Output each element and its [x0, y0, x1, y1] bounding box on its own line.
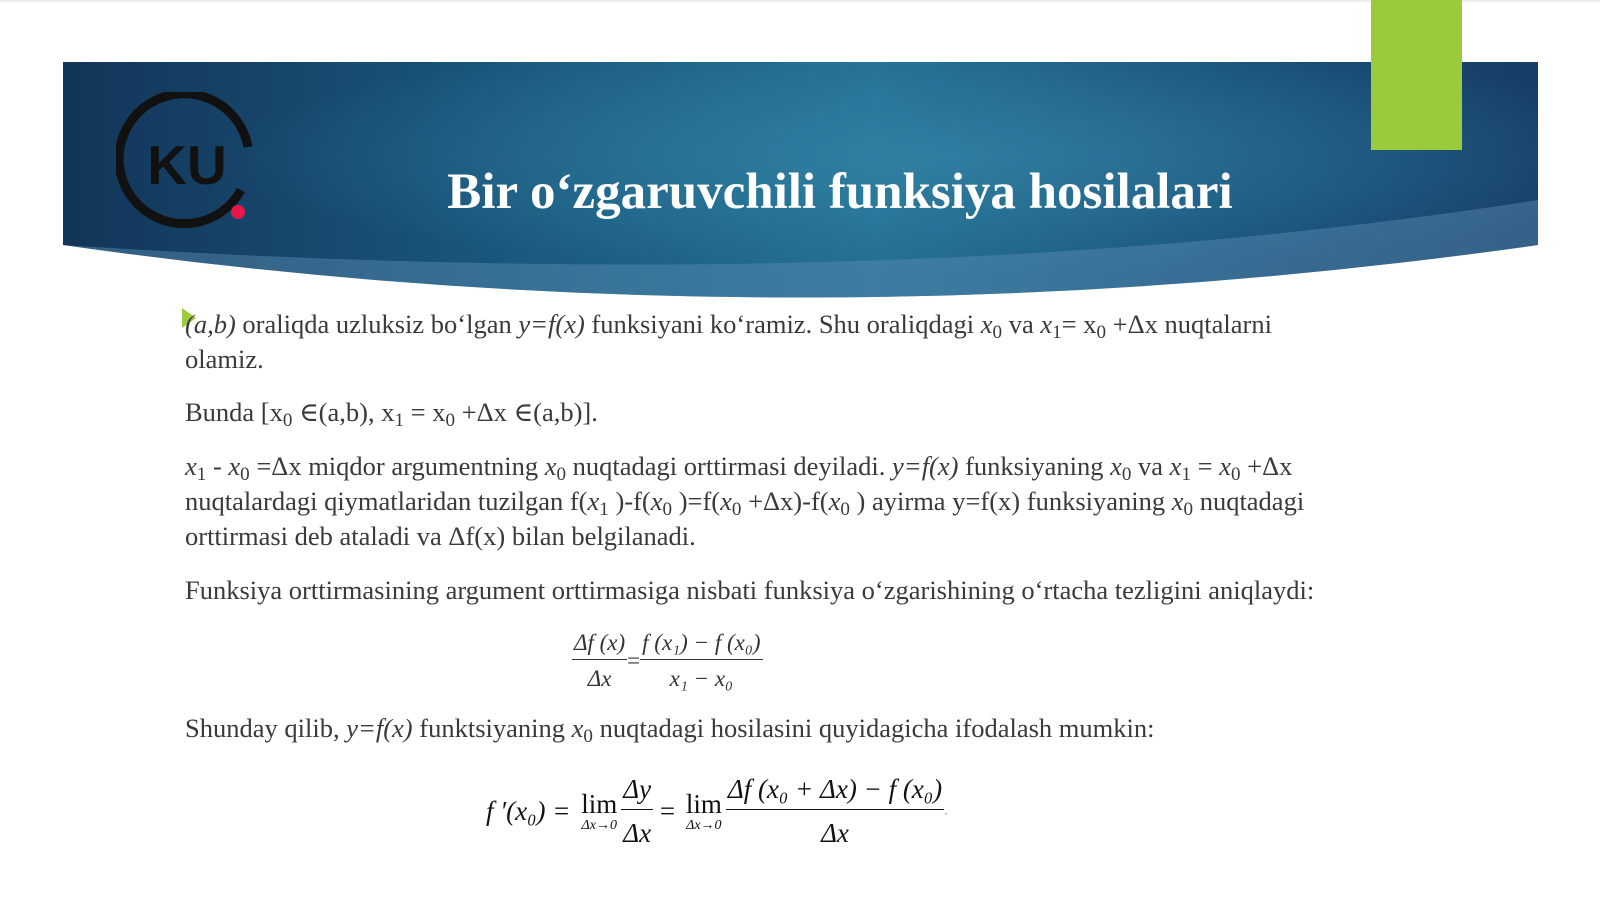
logo-dot	[231, 205, 245, 219]
limit-operator-1: lim Δx→0	[581, 788, 618, 833]
ku-logo	[116, 92, 266, 240]
page-title: Bir o‘zgaruvchili funksiya hosilalari	[447, 164, 1233, 220]
paragraph-average-rate: Funksiya orttirmasining argument orttirmasiga nisbati funksiya o‘zgarishining o‘rtacha tezligini aniqlaydi:	[185, 575, 1315, 605]
logo-text: KU	[147, 134, 227, 196]
formula-average-rate: $\frac{\Delta f (x)}{\Delta x}$ = $\frac{\text{f (x₁) − f (x₀)}}{\text{x₁ − x₀}}$	[574, 630, 761, 691]
formula1-rhs-fraction: $\frac{\text{f (x₁) − f (x₀)}}{\text{x₁ − x₀}}$	[642, 630, 761, 691]
formula2-fraction-increment: $\frac{\text{Δf (x₀ + Δx) − f (x₀)}}{\Delta x}$	[727, 774, 943, 848]
limit-operator-2: lim Δx→0	[685, 788, 722, 833]
paragraph-derivative: Shunday qilib, y=f(x) funktsiyaning $x_0$ nuqtadagi hosilasini quyidagicha ifodalash mumkin:	[185, 713, 1155, 747]
formula2-fraction-dy-dx: $\frac{\Delta y}{\Delta x}$	[623, 774, 652, 848]
accent-green-block	[1371, 0, 1462, 150]
formula-derivative-definition: f ′(x₀) = lim Δx→0 $\frac{\Delta y}{\Delta x}$ = lim Δx→0 $\frac{\text{Δf (x₀ + Δx) − f (x₀)}}{\Delta x}$ .	[486, 774, 948, 848]
paragraph-increment: $x_1 - x_0 =\Delta x$ miqdor argumentning $x_0$ nuqtadagi orttirmasi deyiladi. y=f(x) funksiyaning $x_0$ va $x_1 = x_0 +\Delta x$ nuqtalardagi qiymatlaridan tuzilgan $f(x_1$ )$-f(x_0$ )$=f(x_0 +\Delta x)-f(x_0$ ) ayirma y=f(x) funksiyaning $x_0$ nuqtadagi orttirmasi deb ataladi va Δf(x) bilan belgilanadi.	[185, 451, 1305, 551]
paragraph-interval: (a,b) oraliqda uzluksiz bo‘lgan y=f(x) funksiyani ko‘ramiz. Shu oraliqdagi $x_0$ va $x_1= x_0 +\Delta x$ nuqtalarni olamiz.	[185, 309, 1272, 374]
formula1-lhs-fraction: $\frac{\Delta f (x)}{\Delta x}$	[574, 630, 626, 691]
paragraph-bunda: Bunda [$x_0$ ∈(a,b), $x_1 = x_0 +\Delta x$ ∈(a,b)].	[185, 397, 598, 431]
